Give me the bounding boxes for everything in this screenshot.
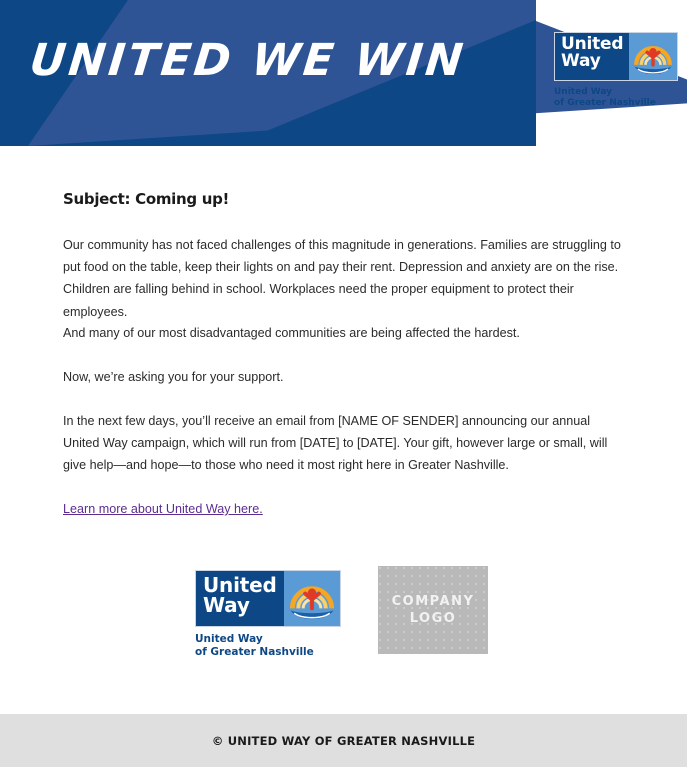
united-way-icon-svg — [629, 33, 677, 80]
email-paragraph-3: Now, we’re asking you for your support. — [63, 370, 284, 384]
united-way-rainbow-person-hand-icon — [284, 571, 340, 626]
tagline-line-1: United Way — [195, 633, 263, 645]
united-way-logo-header — [554, 32, 678, 110]
united-way-rainbow-person-hand-icon — [629, 33, 677, 80]
tagline-line-1: United Way — [554, 87, 613, 97]
united-way-word-way: Way — [561, 51, 601, 72]
tagline-line-2: of Greater Nashville — [195, 646, 314, 659]
tagline-line-2: of Greater Nashville — [554, 98, 656, 109]
email-paragraph-4: In the next few days, you’ll receive an email from [NAME OF SENDER] announcing our annual United Way campaign, which will run from [DATE] to [DATE]. Your gift, however large or small, will give help—and hope—to those who need it most right here in Greater Nashville. — [63, 414, 608, 473]
footer-copyright: © UNITED WAY OF GREATER NASHVILLE — [211, 733, 476, 748]
united-way-tagline-header — [554, 87, 678, 110]
email-link-line — [63, 498, 621, 520]
email-paragraph-2: And many of our most disadvantaged communities are being affected the hardest. — [63, 326, 520, 340]
company-logo-line-1: COMPANY — [391, 594, 475, 609]
united-way-logomark — [554, 32, 678, 81]
company-logo-line-2: LOGO — [409, 611, 457, 626]
banner-headline: UNITED WE WIN — [27, 35, 469, 86]
email-header-banner — [0, 0, 687, 146]
email-paragraph-1: Our community has not faced challenges of this magnitude in generations. Families are struggling to put food on the table, keep their lights on and pay their rent. Depression and anxiety are on the rise. Children are falling behind in school. Workplaces need the proper equipment to protect their employees. — [63, 238, 621, 319]
united-way-logomark-footer — [195, 570, 341, 627]
email-footer-bar — [0, 714, 687, 767]
company-logo-placeholder — [378, 566, 488, 654]
email-subject-line: Subject: Coming up! — [63, 190, 230, 208]
united-way-icon-svg-footer — [284, 571, 340, 626]
united-way-word-united: United — [203, 573, 277, 597]
united-way-wordmark — [555, 33, 629, 80]
learn-more-link[interactable]: Learn more about United Way here. — [63, 502, 263, 516]
united-way-logo-footer — [195, 570, 341, 659]
united-way-tagline-footer — [195, 633, 341, 659]
united-way-wordmark-footer — [196, 571, 284, 626]
united-way-word-united: United — [561, 34, 624, 54]
united-way-word-way: Way — [203, 593, 250, 618]
